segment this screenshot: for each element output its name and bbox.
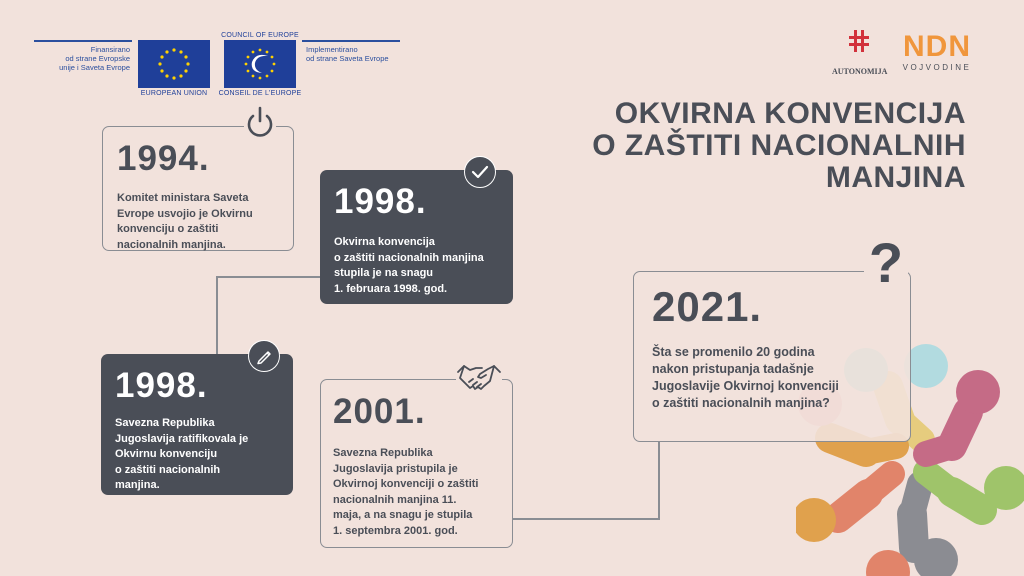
timeline-card-1994: [102, 126, 294, 251]
card-year: 1998.: [334, 182, 427, 221]
vojvodine-label: VOJVODINE: [902, 63, 972, 72]
implemented-by-text: Implementirano od strane Saveta Evrope: [306, 45, 389, 63]
card-year: 2021.: [652, 283, 763, 330]
coe-bottom-label: CONSEIL DE L'EUROPE: [218, 90, 302, 97]
card-year: 1998.: [115, 366, 208, 405]
coe-top-label: COUNCIL OF EUROPE: [221, 32, 299, 39]
handshake-icon: [456, 362, 502, 392]
page-title: OKVIRNA KONVENCIJA O ZAŠTITI NACIONALNIH MANJINA: [592, 97, 966, 194]
ndn-label: NDN: [903, 30, 971, 63]
checkmark-icon: [464, 156, 496, 188]
card-description: Savezna Republika Jugoslavija ratifikovala je Okvirnu konvenciju o zaštiti nacionalnih manjina.: [115, 417, 249, 491]
autonomija-logo: [832, 28, 886, 74]
autonomija-label: AUTONOMIJA: [832, 67, 888, 76]
connector-line: [658, 442, 660, 520]
timeline-card-2001: [320, 379, 513, 548]
card-description: Okvirna konvencija o zaštiti nacionalnih manjina stupila je na snagu 1. februara 1998. god.: [334, 236, 484, 295]
ndn-logo: [898, 32, 976, 74]
eu-flag-logo: [138, 40, 210, 88]
eu-label: EUROPEAN UNION: [140, 90, 208, 97]
card-description: Komitet ministara Saveta Evrope usvojio je Okvirnu konvenciju o zaštiti nacionalnih manjina.: [117, 192, 253, 251]
funded-by-text: Finansirano od strane Evropske unije i Saveta Evrope: [59, 45, 130, 72]
card-description: Savezna Republika Jugoslavija pristupila je Okvirnoj konvenciji o zaštiti nacionalnih manjina 11. maja, a na snagu je stupila 1. septembra 2001. god.: [333, 447, 479, 537]
coe-flag-logo: [224, 40, 296, 88]
pen-icon: [248, 340, 280, 372]
connector-line: [216, 276, 320, 278]
header-right-line: [302, 40, 400, 42]
timeline-card-1998-in-force: [320, 170, 513, 304]
connector-line: [512, 518, 659, 520]
timeline-card-1998-ratified: [101, 354, 293, 495]
header-left-line: [34, 40, 132, 42]
card-year: 2001.: [333, 392, 426, 431]
connector-line: [216, 276, 218, 354]
card-year: 1994.: [117, 139, 210, 178]
card-description: Šta se promenilo 20 godina nakon pristupanja tadašnje Jugoslavije Okvirnoj konvenciji o zaštiti nacionalnih manjina?: [652, 345, 839, 410]
timeline-card-2021: [633, 271, 911, 442]
question-icon: ?: [864, 230, 908, 296]
power-icon: [244, 104, 276, 138]
